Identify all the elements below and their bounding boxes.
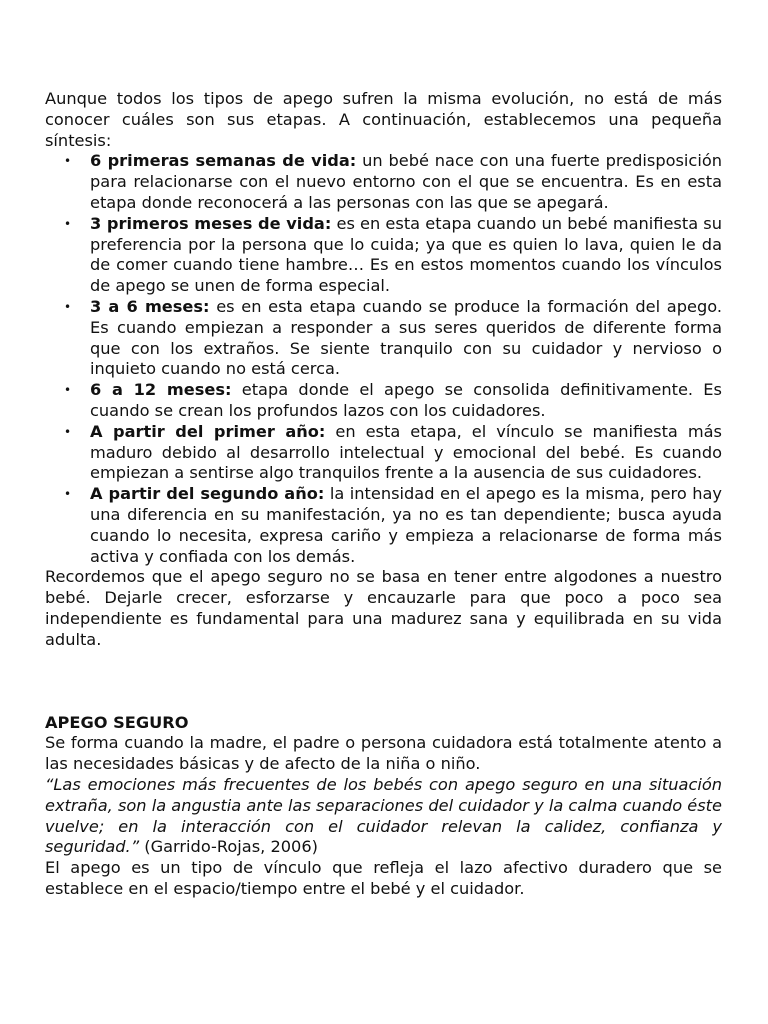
list-item	[45, 297, 722, 380]
stage-text: es en esta etapa cuando un bebé manifiesta su preferencia por la persona que lo cuida; ya que es quien lo lava, quien le da de comer cuando tiene hambre… Es en estos momentos cuando los vínculos de apego se unen de forma especial.	[90, 213, 722, 296]
stage-term: 3 a 6 meses:	[90, 296, 210, 316]
stage-text: la intensidad en el apego es la misma, pero hay una diferencia en su manifestación, ya no es tan dependiente; busca ayuda cuando lo necesita, expresa cariño y empieza a relacionarse de forma más activa y confiada con los demás.	[90, 484, 723, 566]
intro-paragraph: Aunque todos los tipos de apego sufren la misma evolución, no está de más conocer cuáles son sus etapas. A continuación, establecemos una pequeña síntesis:	[45, 89, 722, 150]
stage-term: A partir del primer año:	[90, 421, 326, 441]
stage-text: un bebé nace con una fuerte predisposición para relacionarse con el nuevo entorno con el que se encuentra. Es en esta etapa donde reconocerá a las personas con las que se apegará.	[90, 151, 722, 212]
list-item	[45, 380, 722, 422]
stage-term: 6 a 12 meses:	[90, 380, 232, 400]
bullet-icon: •	[64, 424, 72, 439]
definition-paragraph: Se forma cuando la madre, el padre o persona cuidadora está totalmente atento a las necesidades básicas y de afecto de la niña o niño.	[45, 733, 722, 774]
stages-list	[45, 151, 722, 567]
stage-text: en esta etapa, el vínculo se manifiesta más maduro debido al desarrollo intelectual y emocional del bebé. Es cuando empiezan a sentirse algo tranquilos frente a la ausencia de sus cuidadores.	[90, 421, 722, 483]
list-item	[45, 214, 722, 297]
stage-text: etapa donde el apego se consolida definitivamente. Es cuando se crean los profundos lazos con los cuidadores.	[90, 380, 722, 420]
stage-term: A partir del segundo año:	[90, 484, 325, 504]
list-item	[45, 151, 722, 213]
quote-text: “Las emociones más frecuentes de los bebés con apego seguro en una situación extraña, son la angustia ante las separaciones del cuidador y la calma cuando éste vuelve; en la interacción con el cuidador relevan la calidez, confianza y seguridad.”	[45, 774, 722, 857]
stage-text: es en esta etapa cuando se produce la formación del apego. Es cuando empiezan a responder a sus seres queridos de diferente forma que con los extraños. Se siente tranquilo con su cuidador y nervioso o inquieto cuando no está cerca.	[90, 296, 722, 379]
quote-paragraph	[45, 775, 722, 858]
document-page	[45, 89, 722, 900]
list-item	[45, 484, 722, 567]
bullet-icon: •	[64, 154, 72, 169]
section-gap	[45, 651, 722, 713]
stage-term: 6 primeras semanas de vida:	[90, 151, 357, 171]
bullet-icon: •	[64, 299, 72, 314]
citation: (Garrido-Rojas, 2006)	[144, 837, 318, 857]
list-item	[45, 422, 722, 484]
stage-term: 3 primeros meses de vida:	[90, 213, 332, 233]
section-heading: APEGO SEGURO	[45, 712, 189, 732]
bullet-icon: •	[64, 487, 72, 502]
bullet-icon: •	[64, 216, 72, 231]
final-paragraph: El apego es un tipo de vínculo que refleja el lazo afectivo duradero que se establece en el espacio/tiempo entre el bebé y el cuidador.	[45, 858, 722, 898]
bullet-icon: •	[64, 383, 72, 398]
closing-paragraph: Recordemos que el apego seguro no se basa en tener entre algodones a nuestro bebé. Dejarle crecer, esforzarse y encauzarle para que poco a poco sea independiente es fundamental para una madurez sana y equilibrada en su vida adulta.	[45, 567, 722, 649]
